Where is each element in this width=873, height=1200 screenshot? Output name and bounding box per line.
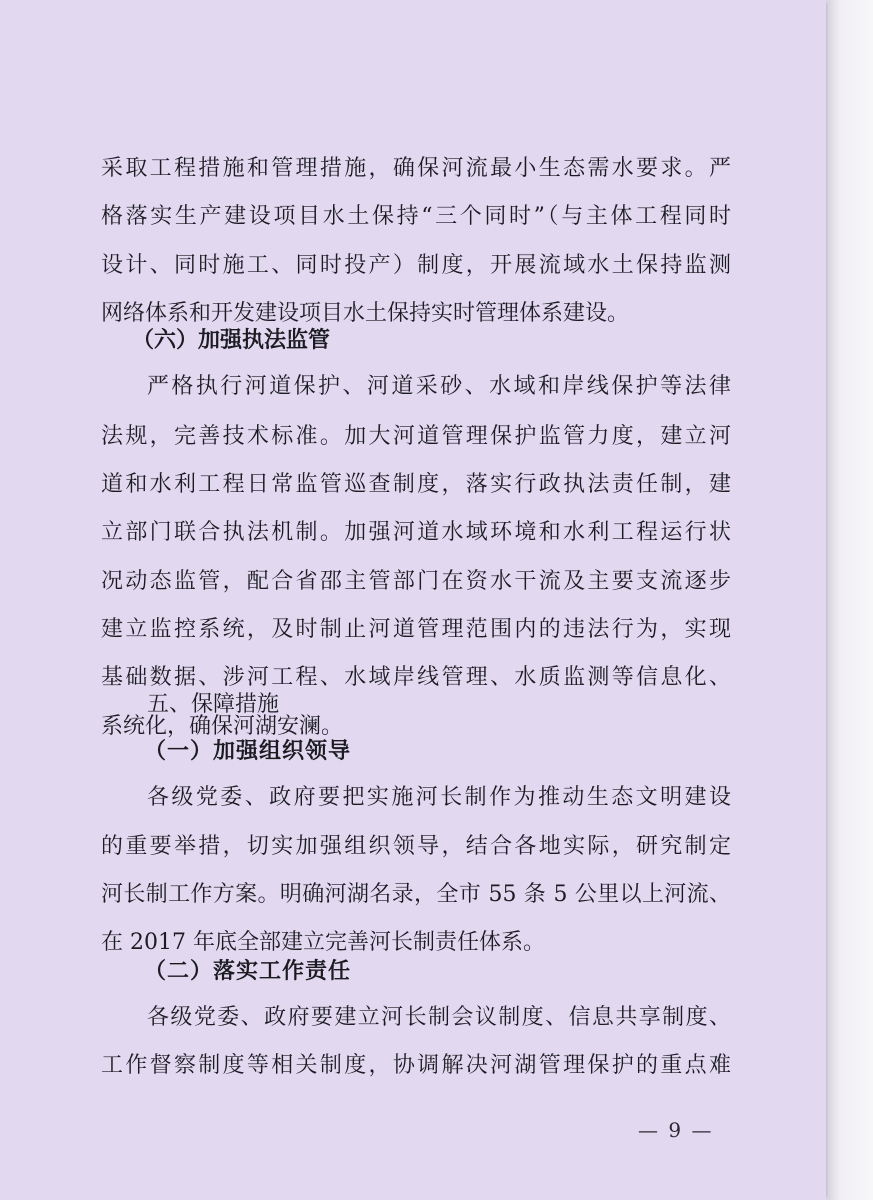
body-line: 立部门联合执法机制。加强河道水域环境和水利工程运行状 — [101, 520, 731, 545]
subsection-heading-two: （二）落实工作责任 — [144, 958, 352, 984]
body-line: 在 2017 年底全部建立完善河长制责任体系。 — [101, 930, 545, 955]
body-line: 系统化，确保河湖安澜。 — [101, 714, 344, 739]
subsection-heading-one: （一）加强组织领导 — [144, 738, 352, 764]
body-line: 格落实生产建设项目水土保持“三个同时”（与主体工程同时 — [101, 204, 731, 229]
body-line: 况动态监管，配合省邵主管部门在资水干流及主要支流逐步 — [101, 569, 731, 594]
body-line: 建立监控系统，及时制止河道管理范围内的违法行为，实现 — [101, 617, 731, 642]
body-line: 河长制工作方案。明确河湖名录，全市 55 条 5 公里以上河流、 — [101, 882, 731, 907]
section-title-five: 五、保障措施 — [147, 692, 280, 717]
section-heading-six: （六）加强执法监管 — [132, 327, 331, 353]
scanner-background-edge — [828, 0, 873, 1200]
body-line: 各级党委、政府要把实施河长制作为推动生态文明建设 — [147, 785, 731, 810]
body-line: 网络体系和开发建设项目水土保持实时管理体系建设。 — [101, 301, 630, 326]
body-line: 的重要举措，切实加强组织领导，结合各地实际，研究制定 — [101, 834, 731, 859]
body-line: 设计、同时施工、同时投产）制度，开展流域水土保持监测 — [101, 253, 731, 278]
body-line: 基础数据、涉河工程、水域岸线管理、水质监测等信息化、 — [101, 665, 731, 690]
body-line: 道和水利工程日常监管巡查制度，落实行政执法责任制，建 — [101, 472, 731, 497]
body-line: 各级党委、政府要建立河长制会议制度、信息共享制度、 — [147, 1005, 731, 1030]
body-line: 法规，完善技术标准。加大河道管理保护监管力度，建立河 — [101, 424, 731, 449]
body-line: 采取工程措施和管理措施，确保河流最小生态需水要求。严 — [101, 156, 731, 181]
body-line: 工作督察制度等相关制度，协调解决河湖管理保护的重点难 — [101, 1053, 731, 1078]
page-number: — 9 — — [638, 1118, 714, 1142]
body-line: 严格执行河道保护、河道采砂、水域和岸线保护等法律 — [147, 374, 731, 399]
